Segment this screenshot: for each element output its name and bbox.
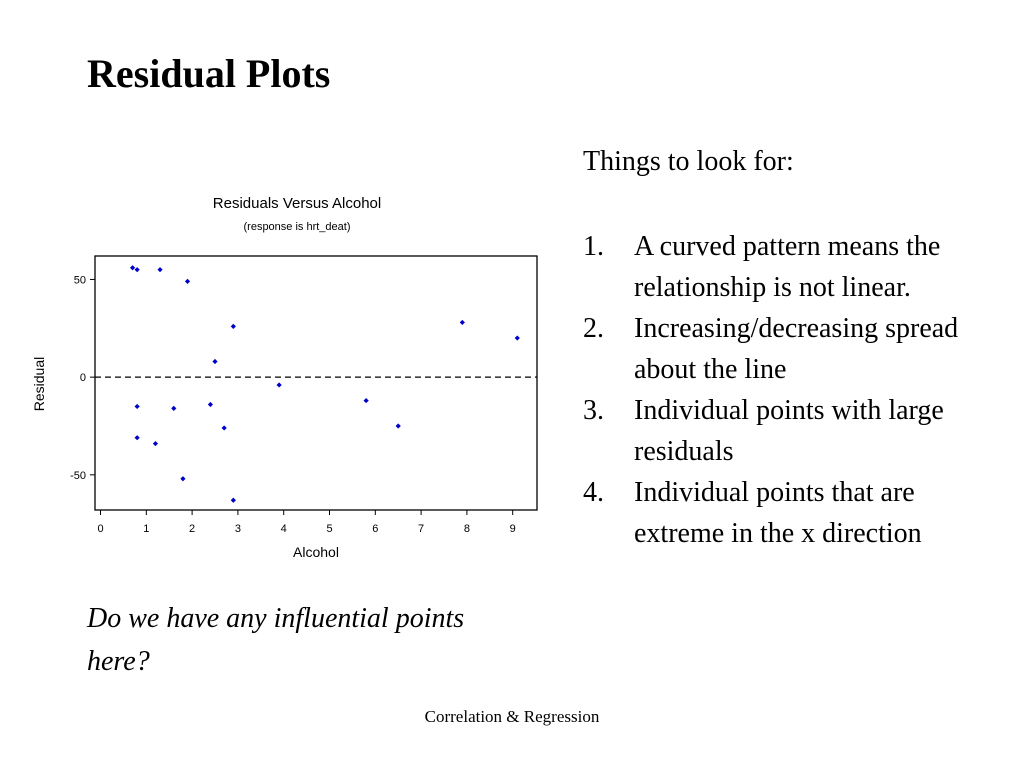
x-tick-label: 1	[143, 523, 150, 535]
list-item-text: Individual points with large residuals	[634, 395, 944, 467]
data-point	[135, 404, 140, 409]
x-tick-label: 7	[418, 523, 425, 535]
data-point	[130, 265, 135, 270]
y-axis-label: Residual	[31, 356, 47, 412]
list-item	[583, 226, 993, 308]
influential-points-question: Do we have any influential points here?	[87, 603, 465, 677]
data-point	[231, 498, 236, 503]
data-point	[212, 359, 217, 364]
list-item-number: 4.	[583, 477, 604, 508]
data-point	[135, 267, 140, 272]
list-item-number: 1.	[583, 231, 604, 262]
data-point	[515, 335, 520, 340]
list-item	[583, 390, 993, 472]
x-tick-label: 6	[372, 523, 379, 535]
list-item	[583, 308, 993, 390]
x-tick-label: 0	[97, 523, 104, 535]
data-point	[185, 279, 190, 284]
list-item	[583, 472, 993, 554]
data-point	[135, 435, 140, 440]
data-point	[277, 382, 282, 387]
list-item-number: 2.	[583, 313, 604, 344]
data-point	[231, 324, 236, 329]
data-point	[364, 398, 369, 403]
y-tick-label: 50	[73, 274, 86, 287]
x-tick-label: 8	[463, 523, 470, 535]
x-tick-label: 5	[326, 523, 333, 535]
x-tick-label: 3	[234, 523, 241, 535]
x-tick-label: 4	[280, 523, 287, 535]
data-point	[171, 406, 176, 411]
list-item-text: A curved pattern means the relationship is not linear.	[634, 231, 941, 303]
data-point	[396, 423, 401, 428]
list-item-text: Increasing/decreasing spread about the line	[634, 313, 959, 385]
plot-frame	[95, 256, 537, 510]
residual-scatter-plot	[0, 0, 560, 600]
y-tick-label: -50	[70, 469, 86, 482]
list-item-number: 3.	[583, 395, 604, 426]
slide-footer: Correlation & Regression	[424, 707, 600, 726]
slide-title: Residual Plots	[87, 51, 331, 96]
list-item-text: Individual points that are extreme in the x direction	[634, 477, 922, 549]
data-point	[157, 267, 162, 272]
data-point	[180, 476, 185, 481]
data-point	[222, 425, 227, 430]
data-point	[460, 320, 465, 325]
chart-title: Residuals Versus Alcohol	[212, 195, 382, 212]
x-tick-label: 2	[189, 523, 196, 535]
look-for-heading: Things to look for:	[583, 146, 794, 177]
x-axis-label: Alcohol	[293, 544, 339, 560]
residual-chart	[0, 0, 560, 600]
y-axis-ticks	[70, 274, 95, 481]
chart-subtitle: (response is hrt_deat)	[243, 221, 351, 233]
look-for-list	[583, 226, 993, 554]
data-point	[208, 402, 213, 407]
data-points	[130, 265, 520, 503]
data-point	[153, 441, 158, 446]
x-tick-label: 9	[509, 523, 516, 535]
x-axis-ticks	[97, 510, 515, 535]
y-tick-label: 0	[79, 372, 86, 385]
